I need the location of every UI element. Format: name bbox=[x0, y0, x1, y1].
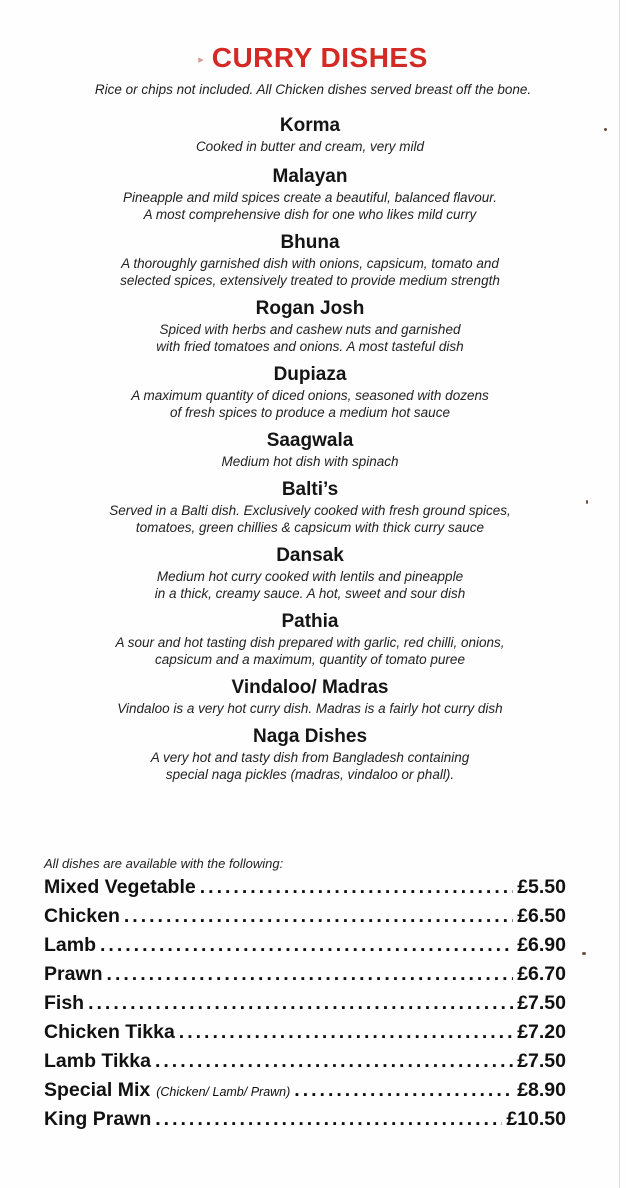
price-row bbox=[44, 1021, 566, 1050]
dish-item bbox=[60, 610, 560, 668]
dish-description: A very hot and tasty dish from Bangladesh containing special naga pickles (madras, vindaloo or phall). bbox=[150, 750, 470, 782]
dot-leader bbox=[88, 992, 513, 1015]
dish-item bbox=[60, 676, 560, 717]
price-row bbox=[44, 876, 566, 905]
dish-name: Dansak bbox=[276, 545, 344, 566]
dish-description: Pineapple and mild spices create a beautiful, balanced flavour. A most comprehensive dish for one who likes mild curry bbox=[123, 190, 497, 222]
price-row bbox=[44, 1079, 566, 1108]
dish-item bbox=[60, 544, 560, 602]
price-value: £8.90 bbox=[517, 1079, 566, 1101]
dish-name: Malayan bbox=[272, 166, 348, 187]
dish-description: Medium hot dish with spinach bbox=[221, 454, 399, 469]
dish-description: Cooked in butter and cream, very mild bbox=[195, 139, 425, 154]
title-row bbox=[0, 42, 626, 74]
dish-list bbox=[60, 114, 560, 783]
price-label: Chicken bbox=[44, 905, 120, 927]
price-row bbox=[44, 905, 566, 934]
price-value: £6.90 bbox=[517, 934, 566, 956]
dot-leader bbox=[179, 1021, 513, 1044]
dot-leader bbox=[107, 963, 514, 986]
price-label: King Prawn bbox=[44, 1108, 152, 1130]
price-value: £10.50 bbox=[506, 1108, 566, 1130]
dish-item bbox=[60, 297, 560, 355]
page-edge bbox=[619, 0, 620, 1188]
price-value: £7.50 bbox=[517, 992, 566, 1014]
dish-item bbox=[60, 231, 560, 289]
dish-item bbox=[60, 165, 560, 223]
price-label: Lamb bbox=[44, 934, 97, 956]
price-row bbox=[44, 963, 566, 992]
dish-description: Served in a Balti dish. Exclusively cooked with fresh ground spices, tomatoes, green chillies & capsicum with thick curry sauce bbox=[109, 503, 511, 535]
dish-description: A thoroughly garnished dish with onions, capsicum, tomato and selected spices, extensively treated to provide medium strength bbox=[120, 256, 500, 288]
price-list bbox=[44, 876, 566, 1137]
scan-speck bbox=[604, 128, 607, 131]
dot-leader bbox=[155, 1050, 513, 1073]
price-value: £7.20 bbox=[517, 1021, 566, 1043]
price-row bbox=[44, 1108, 566, 1137]
price-value: £5.50 bbox=[517, 876, 566, 898]
dot-leader bbox=[124, 905, 513, 928]
price-label: Special Mix bbox=[44, 1079, 151, 1101]
price-value: £7.50 bbox=[517, 1050, 566, 1072]
price-value: £6.70 bbox=[517, 963, 566, 985]
price-label: Prawn bbox=[44, 963, 103, 985]
scan-speck bbox=[586, 500, 588, 504]
price-value: £6.50 bbox=[517, 905, 566, 927]
dot-leader bbox=[200, 876, 513, 899]
dish-item bbox=[60, 725, 560, 783]
dish-item bbox=[60, 363, 560, 421]
dot-leader bbox=[294, 1079, 513, 1102]
price-label: Chicken Tikka bbox=[44, 1021, 175, 1043]
dot-leader bbox=[155, 1108, 502, 1131]
price-label: Mixed Vegetable bbox=[44, 876, 196, 898]
dish-name: Korma bbox=[279, 115, 341, 136]
dish-description: A sour and hot tasting dish prepared with garlic, red chilli, onions, capsicum and a maximum, quantity of tomato puree bbox=[115, 635, 505, 667]
price-row bbox=[44, 934, 566, 963]
dish-name: Rogan Josh bbox=[255, 298, 365, 319]
dish-description: Medium hot curry cooked with lentils and pineapple in a thick, creamy sauce. A hot, sweet and sour dish bbox=[154, 569, 466, 601]
dish-name: Dupiaza bbox=[273, 364, 347, 385]
dish-item bbox=[60, 478, 560, 536]
price-label: Fish bbox=[44, 992, 85, 1014]
dish-name: Naga Dishes bbox=[252, 726, 368, 747]
scan-speck bbox=[582, 952, 586, 955]
small-red-arrow-icon: ▸ bbox=[198, 54, 204, 67]
price-row bbox=[44, 992, 566, 1021]
price-label: Lamb Tikka bbox=[44, 1050, 151, 1072]
dish-description: Vindaloo is a very hot curry dish. Madras is a fairly hot curry dish bbox=[117, 701, 503, 716]
dish-item bbox=[60, 429, 560, 470]
page-title: CURRY DISHES bbox=[211, 42, 428, 73]
price-row bbox=[44, 1050, 566, 1079]
dish-description: A maximum quantity of diced onions, seasoned with dozens of fresh spices to produce a medium hot sauce bbox=[131, 388, 489, 420]
dish-name: Vindaloo/ Madras bbox=[231, 677, 389, 698]
dish-item bbox=[60, 114, 560, 155]
dish-name: Balti’s bbox=[281, 479, 339, 500]
page-subtitle: Rice or chips not included. All Chicken dishes served breast off the bone. bbox=[94, 82, 532, 97]
price-note: (Chicken/ Lamb/ Prawn) bbox=[156, 1085, 291, 1099]
dish-name: Bhuna bbox=[280, 232, 340, 253]
dish-name: Saagwala bbox=[266, 430, 354, 451]
dish-name: Pathia bbox=[281, 611, 339, 632]
dot-leader bbox=[100, 934, 513, 957]
availability-note: All dishes are available with the following: bbox=[44, 856, 284, 871]
dish-description: Spiced with herbs and cashew nuts and garnished with fried tomatoes and onions. A most tasteful dish bbox=[156, 322, 464, 354]
